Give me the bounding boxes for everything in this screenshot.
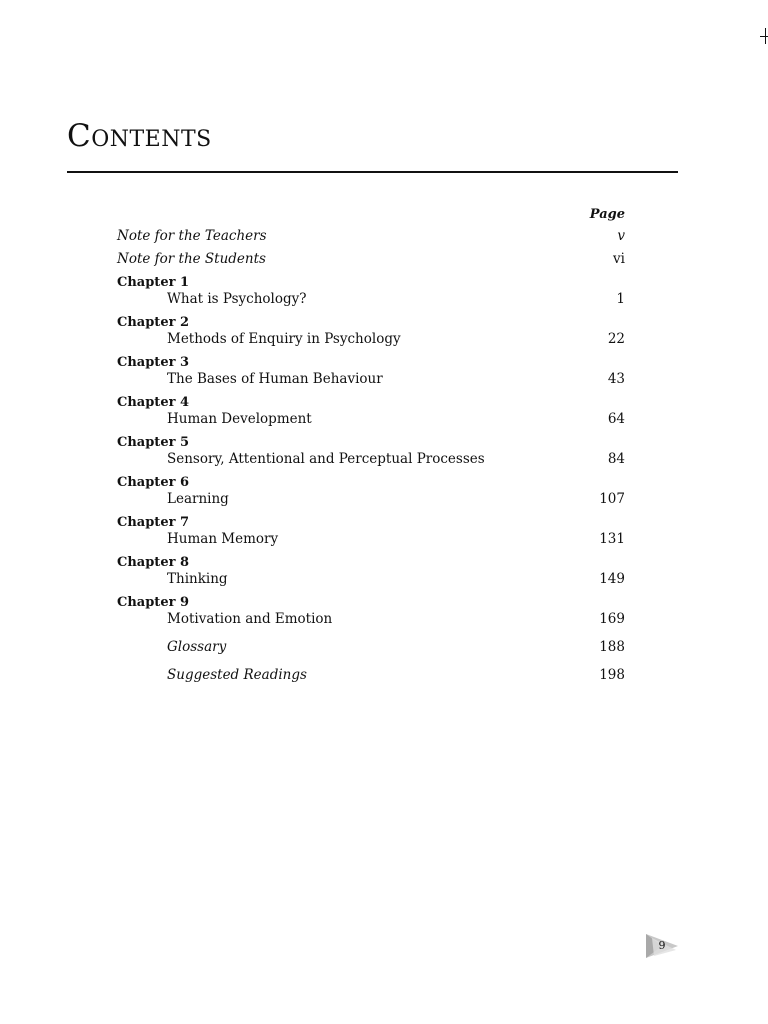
- chapter-title: Thinking: [167, 571, 228, 587]
- toc-entry-note-teachers[interactable]: [117, 227, 625, 245]
- toc-entry-page: 64: [607, 411, 625, 427]
- chapter-title: Methods of Enquiry in Psychology: [167, 331, 401, 347]
- toc-entry-glossary[interactable]: [117, 638, 625, 656]
- toc-entry-page: 107: [599, 491, 625, 507]
- toc-entry-page: 169: [599, 611, 625, 627]
- chapter-label: Chapter 6: [117, 475, 190, 490]
- chapter-label: Chapter 2: [117, 315, 190, 330]
- crop-mark-horizontal: [760, 36, 768, 37]
- toc-entry-page: 22: [607, 331, 625, 347]
- toc-entry-chapter-2[interactable]: [117, 330, 625, 348]
- chapter-label: Chapter 1: [117, 275, 190, 290]
- toc-entry-chapter-1[interactable]: [117, 290, 625, 308]
- toc-entry-suggested-readings[interactable]: [117, 666, 625, 684]
- toc-entry-page: 149: [599, 571, 625, 587]
- toc-entry-chapter-3[interactable]: [117, 370, 625, 388]
- toc-entry-page: 1: [616, 291, 625, 307]
- toc-entry-page: vi: [613, 251, 625, 267]
- toc-entry-page: 198: [599, 667, 625, 683]
- chapter-label: Chapter 3: [117, 355, 190, 370]
- toc-entry-note-students[interactable]: [117, 250, 625, 268]
- chapter-title: Learning: [167, 491, 229, 507]
- chapter-title: The Bases of Human Behaviour: [167, 371, 383, 387]
- page-number: 9: [658, 939, 666, 952]
- chapter-label: Chapter 5: [117, 435, 190, 450]
- toc-entry-label: Suggested Readings: [167, 667, 307, 683]
- toc-entry-page: v: [617, 228, 625, 244]
- toc-entry-chapter-6[interactable]: [117, 490, 625, 508]
- chapter-title: Human Memory: [167, 531, 279, 547]
- page-title: Contents: [67, 118, 212, 154]
- chapter-label: Chapter 9: [117, 595, 190, 610]
- toc-entry-page: 84: [607, 451, 625, 467]
- chapter-title: Sensory, Attentional and Perceptual Processes: [167, 451, 485, 467]
- toc-entry-label: Note for the Teachers: [117, 228, 267, 244]
- chapter-title: Human Development: [167, 411, 312, 427]
- crop-mark-vertical: [765, 28, 766, 44]
- toc-entry-page: 188: [599, 639, 625, 655]
- toc-entry-label: Note for the Students: [117, 251, 266, 267]
- page-column-header: Page: [589, 207, 625, 222]
- toc-entry-page: 131: [599, 531, 625, 547]
- toc-entry-chapter-7[interactable]: [117, 530, 625, 548]
- chapter-label: Chapter 8: [117, 555, 190, 570]
- toc-entry-label: Glossary: [167, 639, 227, 655]
- page-number-badge: [642, 932, 680, 960]
- chapter-title: Motivation and Emotion: [167, 611, 333, 627]
- toc-entry-chapter-9[interactable]: [117, 610, 625, 628]
- title-rule: [67, 171, 678, 173]
- chapter-label: Chapter 4: [117, 395, 190, 410]
- chapter-title: What is Psychology?: [167, 291, 307, 307]
- chapter-label: Chapter 7: [117, 515, 190, 530]
- toc-entry-chapter-5[interactable]: [117, 450, 625, 468]
- toc-entry-page: 43: [607, 371, 625, 387]
- toc-entry-chapter-8[interactable]: [117, 570, 625, 588]
- toc-entry-chapter-4[interactable]: [117, 410, 625, 428]
